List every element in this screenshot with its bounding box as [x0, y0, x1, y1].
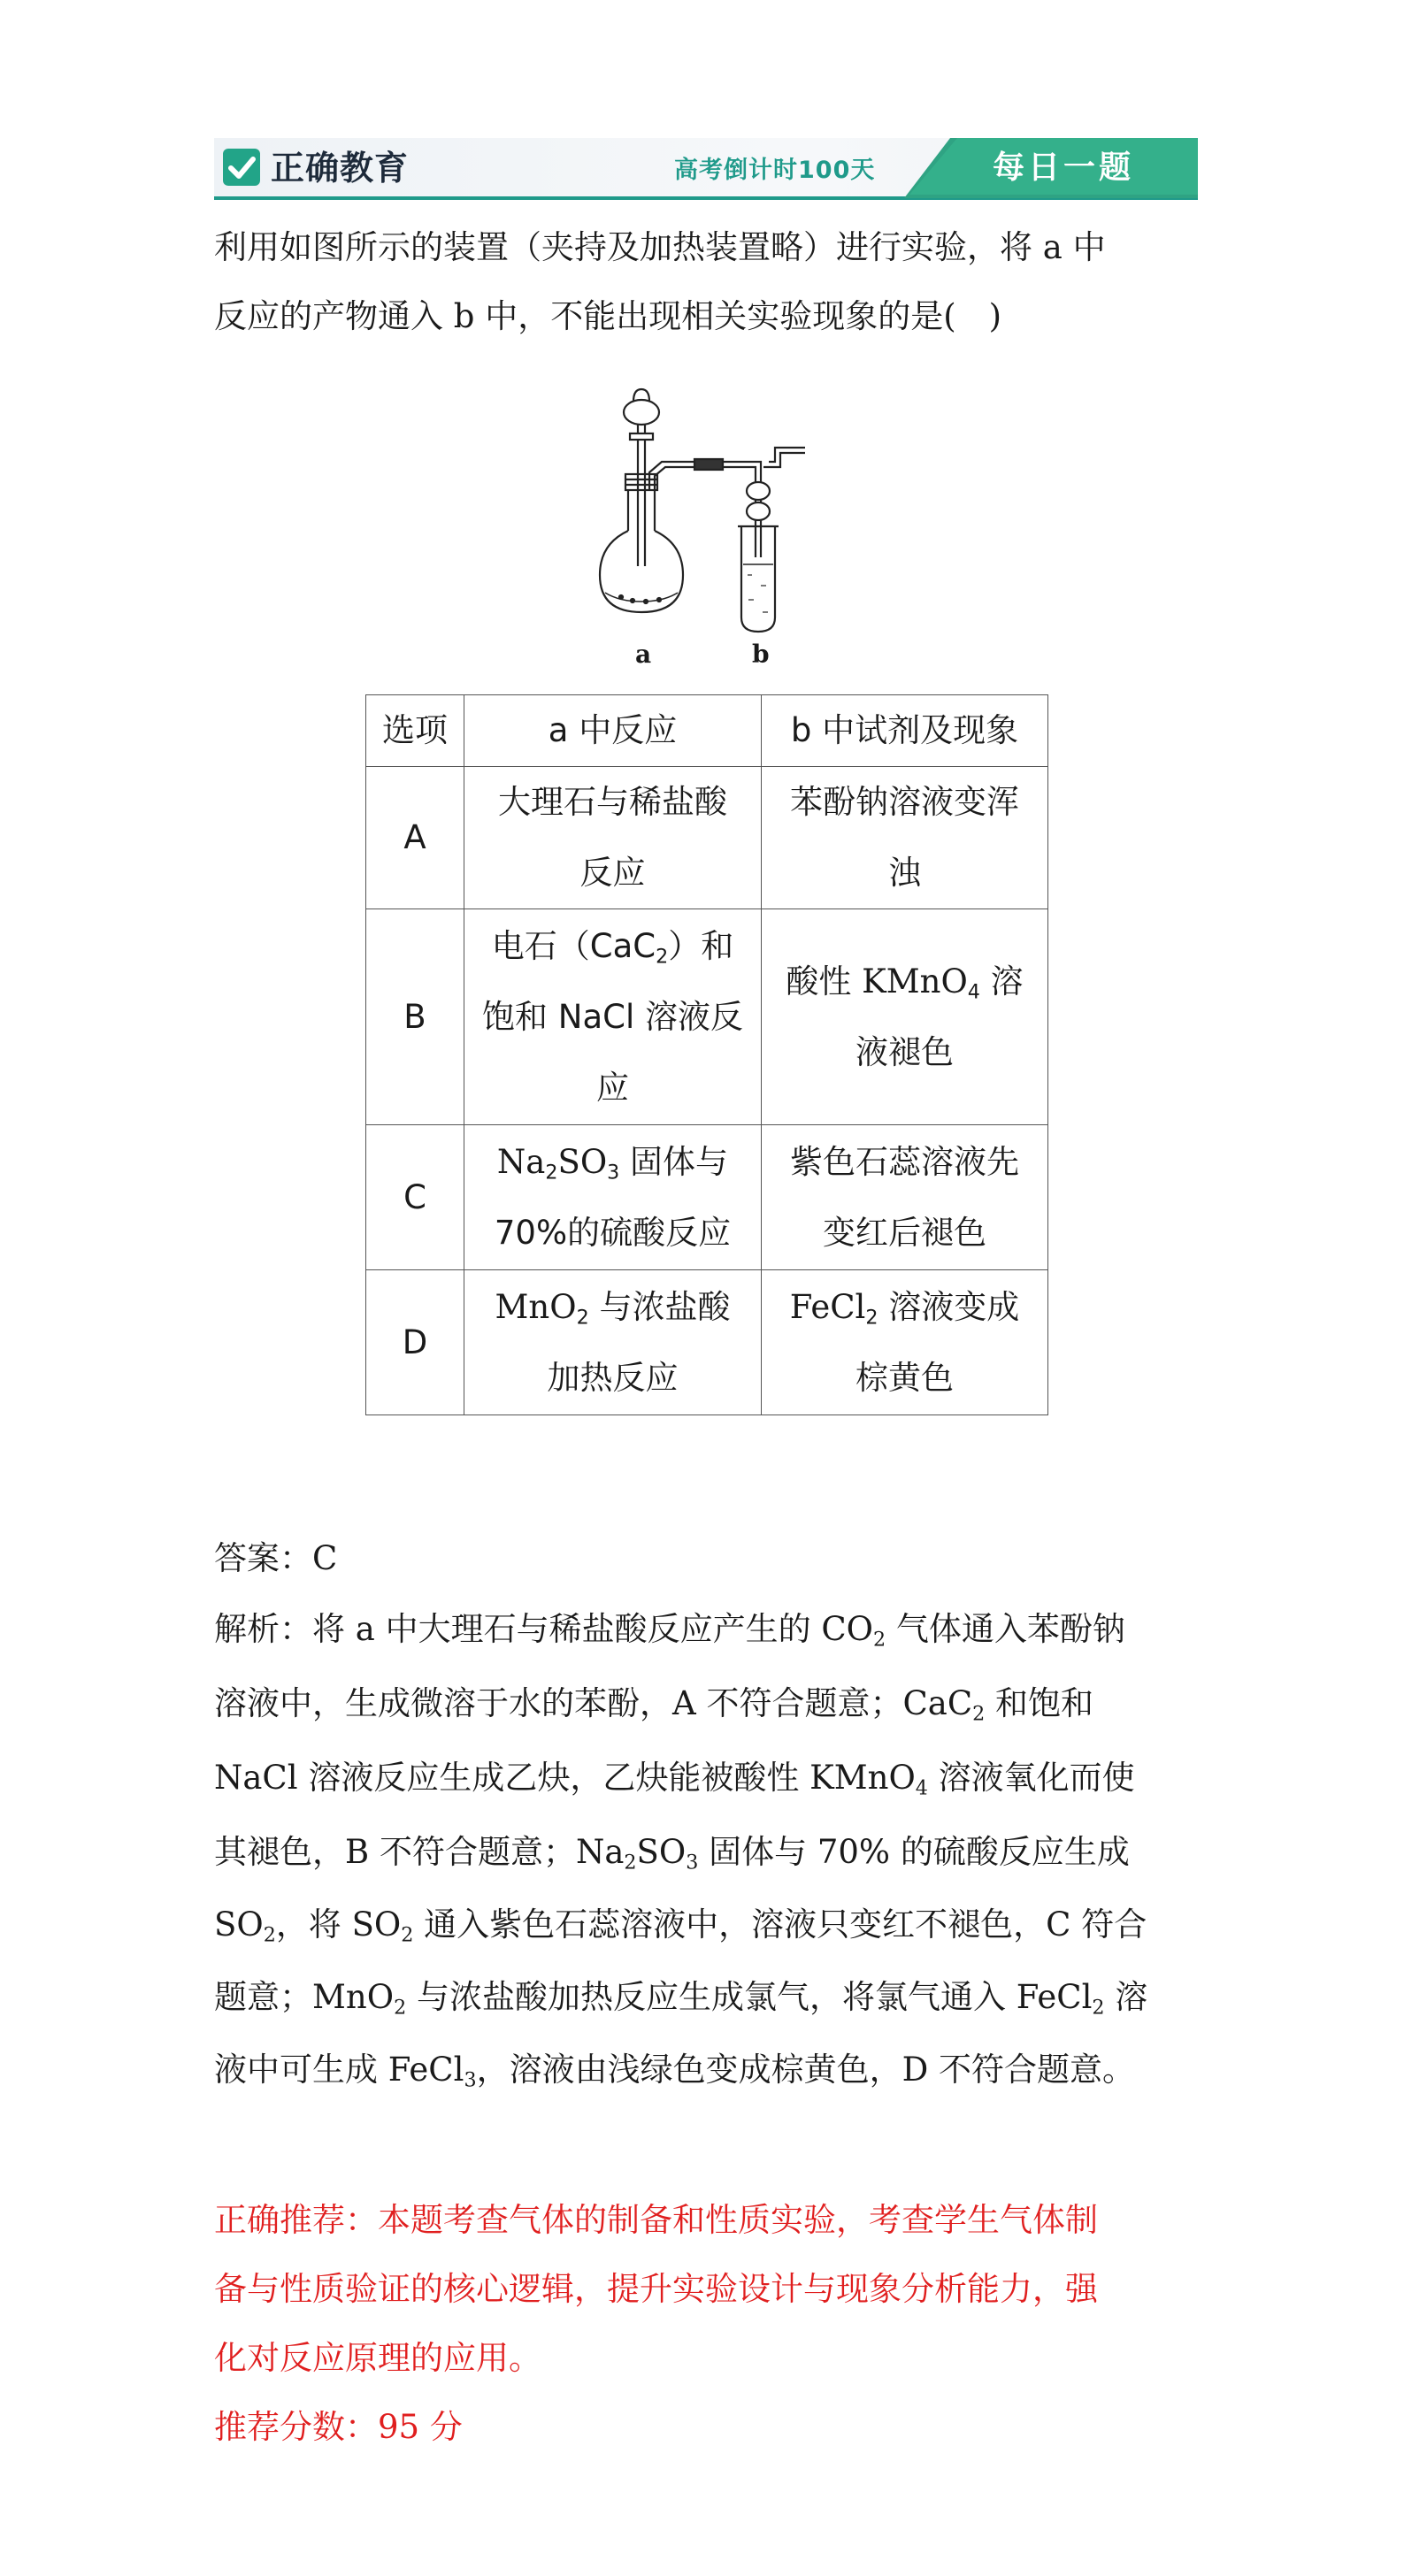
row-a-phenomenon-l2: 浊: [888, 854, 921, 892]
table-row: [366, 1125, 1048, 1270]
row-a-reaction-l1: 大理石与稀盐酸: [498, 783, 727, 821]
recommend-line-3: 化对反应原理的应用。: [214, 2339, 541, 2377]
analysis-line-7: 液中可生成 FeCl$_3$，溶液由浅绿色变成棕黄色，D 不符合题意。: [214, 2051, 1136, 2092]
row-b-phenomenon-l1: 酸性 KMnO$_4$ 溶: [786, 962, 1024, 1004]
apparatus-drawing: [584, 380, 849, 646]
row-c-reaction-l2: 70%的硫酸反应: [494, 1213, 732, 1252]
question-line-2: 反应的产物通入 b 中，不能出现相关实验现象的是( ): [214, 297, 1002, 335]
row-a-reaction: [464, 767, 762, 909]
recommend-score: 推荐分数：95 分: [214, 2408, 463, 2446]
header-banner: [214, 138, 1198, 203]
row-d-option: D: [366, 1270, 464, 1415]
brand-name: 正确教育: [271, 149, 410, 188]
row-b-phenomenon: [762, 909, 1048, 1125]
recommend-line-1: 正确推荐：本题考查气体的制备和性质实验，考查学生气体制: [214, 2201, 1098, 2239]
table-row: [366, 1270, 1048, 1415]
row-a-phenomenon-l1: 苯酚钠溶液变浑: [790, 783, 1019, 821]
flask-label-a: a: [635, 640, 652, 669]
check-icon: [223, 149, 260, 186]
row-c-phenomenon: [762, 1125, 1048, 1270]
table-header-row: [366, 695, 1048, 767]
row-c-reaction-l1: $Na_2SO_3$ 固体与: [496, 1142, 729, 1184]
tube-label-b: b: [752, 640, 770, 669]
analysis-line-5: $SO_2$，将 $SO_2$ 通入紫色石蕊溶液中，溶液只变红不褪色，C 符合: [214, 1905, 1147, 1947]
row-b-phenomenon-l2: 液褪色: [855, 1032, 954, 1071]
row-b-reaction-l3: 应: [596, 1068, 629, 1107]
table-row: [366, 767, 1048, 909]
row-a-phenomenon: [762, 767, 1048, 909]
header-b-reagent: b 中试剂及现象: [762, 695, 1048, 767]
row-d-phenomenon-l2: 棕黄色: [855, 1358, 954, 1397]
row-d-reaction-l2: 加热反应: [547, 1358, 679, 1397]
answer-line: [214, 1541, 337, 1576]
row-d-reaction: [464, 1270, 762, 1415]
analysis-line-3: NaCl 溶液反应生成乙炔，乙炔能被酸性 KMnO$_4$ 溶液氧化而使: [214, 1759, 1135, 1800]
header-option: 选项: [366, 695, 464, 767]
row-c-phenomenon-l2: 变红后褪色: [823, 1213, 986, 1252]
daily-question-label: 每日一题: [993, 150, 1135, 186]
question-line-1: 利用如图所示的装置（夹持及加热装置略）进行实验，将 a 中: [214, 228, 1106, 266]
apparatus-figure: [584, 380, 849, 672]
row-c-phenomenon-l1: 紫色石蕊溶液先: [790, 1142, 1019, 1181]
row-b-reaction-l2: 饱和 NaCl 溶液反: [482, 997, 743, 1036]
options-table: [365, 694, 1048, 1415]
row-c-option: C: [366, 1125, 464, 1270]
recommend-line-2: 备与性质验证的核心逻辑，提升实验设计与现象分析能力，强: [214, 2270, 1098, 2308]
row-a-option: A: [366, 767, 464, 909]
row-d-reaction-l1: MnO$_2$ 与浓盐酸: [495, 1287, 731, 1330]
row-b-option: B: [366, 909, 464, 1125]
row-b-reaction-l1: 电石（CaC$_2$）和: [491, 926, 734, 969]
row-a-reaction-l2: 反应: [579, 854, 646, 892]
analysis-line-4: 其褪色，B 不符合题意；$Na_2SO_3$ 固体与 70% 的硫酸反应生成: [214, 1833, 1130, 1874]
row-d-phenomenon-l1: FeCl$_2$ 溶液变成: [789, 1287, 1020, 1330]
header-a-reaction: a 中反应: [464, 695, 762, 767]
row-d-phenomenon: [762, 1270, 1048, 1415]
analysis-line-2: 溶液中，生成微溶于水的苯酚，A 不符合题意；CaC$_2$ 和饱和: [214, 1684, 1094, 1726]
table-row: [366, 909, 1048, 1125]
countdown-text: 高考倒计时100天: [674, 157, 876, 184]
answer-label: 答案：: [214, 1539, 312, 1577]
row-c-reaction: [464, 1125, 762, 1270]
analysis-line-6: 题意；MnO$_2$ 与浓盐酸加热反应生成氯气，将氯气通入 FeCl$_2$ 溶: [214, 1978, 1148, 2020]
analysis-line-1: 解析：将 a 中大理石与稀盐酸反应产生的 $CO_2$ 气体通入苯酚钠: [214, 1610, 1125, 1652]
answer-value: C: [312, 1539, 338, 1577]
row-b-reaction: [464, 909, 762, 1125]
